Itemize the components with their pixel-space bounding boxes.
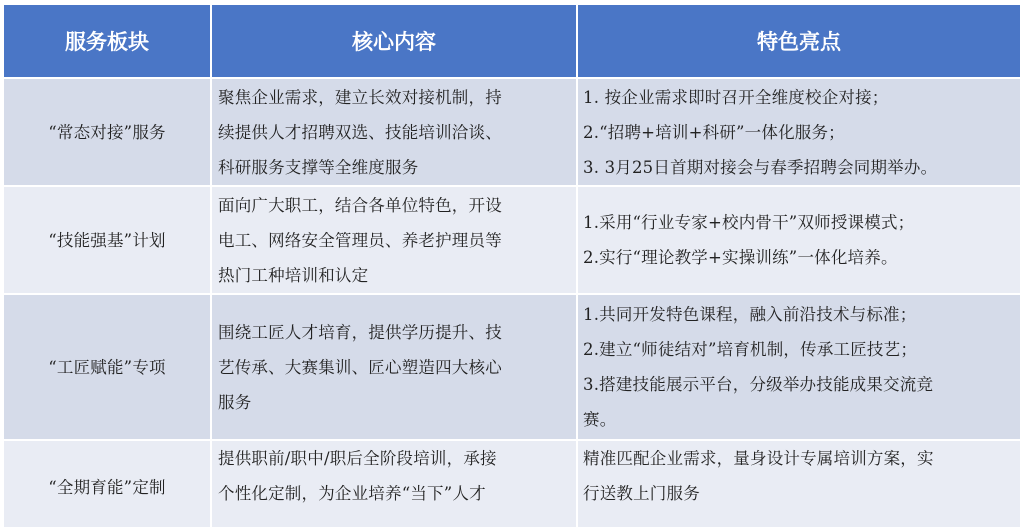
- table-row: [4, 294, 1020, 440]
- content-line: 面向广大职工，结合各单位特色，开设: [218, 195, 502, 215]
- content-line: 科研服务支撑等全维度服务: [218, 157, 419, 177]
- core-content: [211, 294, 577, 440]
- table-header-row: [4, 5, 1020, 78]
- content-line: 电工、网络安全管理员、养老护理员等: [218, 230, 502, 250]
- content-line: 服务: [218, 392, 252, 412]
- highlight-line: 精准匹配企业需求，量身设计专属培训方案，实: [583, 449, 934, 468]
- highlights: [577, 294, 1020, 440]
- service-name: “常态对接”服务: [4, 78, 211, 186]
- service-table-container: [4, 5, 1020, 527]
- header-content: 核心内容: [211, 5, 577, 78]
- service-name: “工匠赋能”专项: [4, 294, 211, 440]
- table-row: [4, 186, 1020, 294]
- core-content: [211, 440, 577, 527]
- content-line: 热门工种培训和认定: [218, 265, 369, 285]
- highlight-line: 3.搭建技能展示平台，分级举办技能成果交流竞: [583, 375, 934, 394]
- service-name: “全期育能”定制: [4, 440, 211, 527]
- highlight-line: 行送教上门服务: [583, 484, 700, 503]
- highlight-line: 1.采用“行业专家+校内骨干”双师授课模式；: [583, 213, 915, 232]
- content-line: 提供职前/职中/职后全阶段培训，承接: [218, 449, 497, 468]
- highlight-line: 3. 3月25日首期对接会与春季招聘会同期举办。: [583, 157, 938, 177]
- highlight-line: 1.共同开发特色课程，融入前沿技术与标准；: [583, 305, 917, 324]
- highlights: [577, 186, 1020, 294]
- highlight-line: 1. 按企业需求即时召开全维度校企对接；: [583, 87, 889, 107]
- highlight-line: 2.“招聘+培训+科研”一体化服务；: [583, 122, 845, 142]
- header-highlights: 特色亮点: [577, 5, 1020, 78]
- service-name: “技能强基”计划: [4, 186, 211, 294]
- table-row: [4, 78, 1020, 186]
- content-line: 围绕工匠人才培育，提供学历提升、技: [218, 322, 502, 342]
- highlights: [577, 440, 1020, 527]
- table-row: [4, 440, 1020, 527]
- highlight-line: 2.实行“理论教学+实操训练”一体化培养。: [583, 248, 898, 267]
- highlight-line: 赛。: [583, 410, 617, 429]
- core-content: [211, 78, 577, 186]
- content-line: 个性化定制，为企业培养“当下”人才: [218, 484, 486, 503]
- core-content: [211, 186, 577, 294]
- header-service: 服务板块: [4, 5, 211, 78]
- content-line: 艺传承、大赛集训、匠心塑造四大核心: [218, 357, 502, 377]
- content-line: 聚焦企业需求，建立长效对接机制，持: [218, 87, 502, 107]
- service-table: [4, 5, 1020, 527]
- highlights: [577, 78, 1020, 186]
- content-line: 续提供人才招聘双选、技能培训洽谈、: [218, 122, 502, 142]
- highlight-line: 2.建立“师徒结对”培育机制，传承工匠技艺；: [583, 340, 918, 359]
